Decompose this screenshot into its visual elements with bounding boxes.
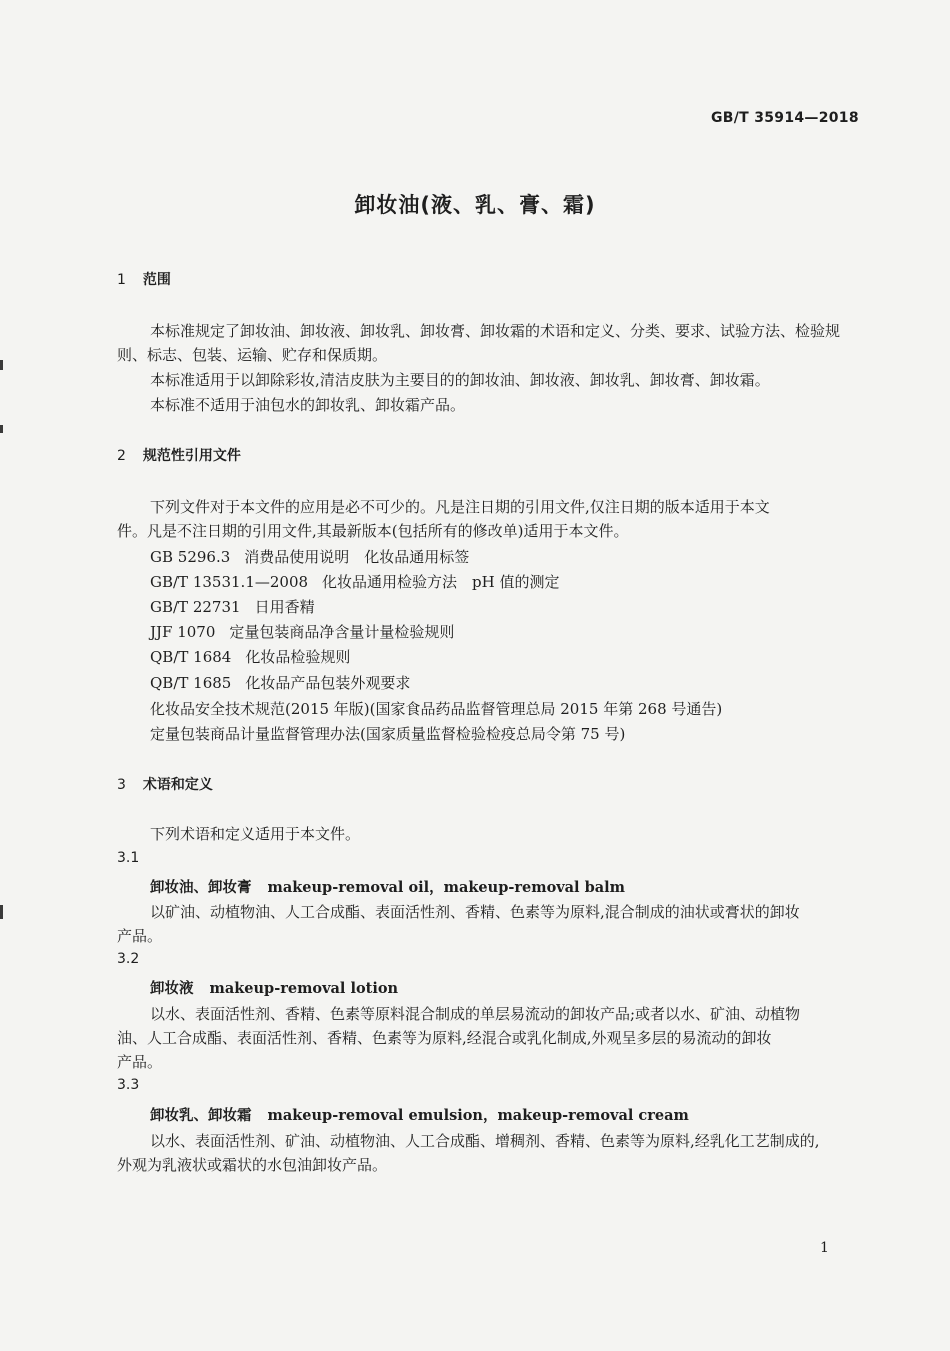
- reference-title: 化妆品安全技术规范(2015 年版)(国家食品药品监督管理总局 2015 年第 268 号通告): [150, 700, 723, 718]
- definition-line: 油、人工合成酯、表面活性剂、香精、色素等为原料,经混合或乳化制成,外观呈多层的易流动的卸妆: [117, 1029, 772, 1047]
- paragraph-line: 本标准不适用于油包水的卸妆乳、卸妆霜产品。: [150, 396, 466, 414]
- definition-line: 外观为乳液状或霜状的水包油卸妆产品。: [117, 1156, 388, 1174]
- reference-code: QB/T 1684: [150, 648, 232, 666]
- reference-item: [150, 621, 454, 642]
- reference-code: GB/T 22731: [150, 598, 241, 616]
- document-title: 卸妆油(液、乳、膏、霜): [354, 193, 596, 217]
- scan-edge-mark: [0, 360, 3, 370]
- reference-code: GB/T 13531.1—2008: [150, 573, 309, 591]
- term-english: makeup-removal emulsion，makeup-removal cream: [267, 1107, 689, 1124]
- paragraph-line: 下列术语和定义适用于本文件。: [150, 825, 361, 843]
- term-english: makeup-removal lotion: [209, 980, 399, 997]
- reference-title: 化妆品产品包装外观要求: [245, 674, 411, 692]
- definition-line: 以矿油、动植物油、人工合成酯、表面活性剂、香精、色素等为原料,混合制成的油状或膏状的卸妆: [150, 903, 800, 921]
- reference-title: 定量包装商品净含量计量检验规则: [229, 623, 455, 641]
- definition-line: 产品。: [117, 927, 163, 945]
- definition-line: 以水、表面活性剂、香精、色素等原料混合制成的单层易流动的卸妆产品;或者以水、矿油、动植物: [150, 1005, 801, 1023]
- term-entry: [150, 1104, 689, 1125]
- reference-item: [150, 546, 469, 567]
- term-english: makeup-removal oil，makeup-removal balm: [267, 879, 626, 896]
- section-heading-scope: [117, 269, 171, 289]
- reference-title: 日用香精: [254, 598, 315, 616]
- reference-code: GB 5296.3: [150, 548, 231, 566]
- term-chinese: 卸妆油、卸妆膏: [150, 880, 252, 896]
- paragraph-line: 则、标志、包装、运输、贮存和保质期。: [117, 346, 388, 364]
- page-number: 1: [820, 1240, 829, 1256]
- section-title: 规范性引用文件: [142, 448, 241, 464]
- clause-number: 3.2: [117, 951, 140, 967]
- reference-item: [150, 672, 410, 693]
- section-number: 1: [117, 272, 126, 288]
- standard-code: GB/T 35914—2018: [711, 110, 859, 126]
- section-title: 术语和定义: [142, 777, 213, 793]
- paragraph-line: 本标准适用于以卸除彩妆,清洁皮肤为主要目的的卸妆油、卸妆液、卸妆乳、卸妆膏、卸妆霜。: [150, 371, 770, 389]
- term-chinese: 卸妆液: [150, 981, 194, 997]
- term-entry: [150, 977, 398, 998]
- reference-item: [150, 723, 625, 744]
- section-heading-terms: [117, 774, 213, 794]
- reference-item: [150, 596, 315, 617]
- section-number: 2: [117, 448, 126, 464]
- reference-item: [150, 646, 350, 667]
- scan-edge-mark: [0, 425, 3, 433]
- scan-edge-mark: [0, 905, 3, 919]
- paragraph-line: 下列文件对于本文件的应用是必不可少的。凡是注日期的引用文件,仅注日期的版本适用于本文: [150, 498, 770, 516]
- section-title: 范围: [142, 272, 171, 288]
- section-number: 3: [117, 777, 126, 793]
- clause-number: 3.1: [117, 850, 140, 866]
- definition-line: 以水、表面活性剂、矿油、动植物油、人工合成酯、增稠剂、香精、色素等为原料,经乳化工艺制成的,: [150, 1132, 820, 1150]
- reference-title: 化妆品通用检验方法 pH 值的测定: [322, 573, 560, 591]
- reference-item: [150, 698, 722, 719]
- term-chinese: 卸妆乳、卸妆霜: [150, 1108, 252, 1124]
- paragraph-line: 件。凡是不注日期的引用文件,其最新版本(包括所有的修改单)适用于本文件。: [117, 522, 629, 540]
- reference-title: 化妆品检验规则: [245, 648, 351, 666]
- reference-title: 定量包装商品计量监督管理办法(国家质量监督检验检疫总局令第 75 号): [150, 725, 626, 743]
- clause-number: 3.3: [117, 1077, 140, 1093]
- definition-line: 产品。: [117, 1053, 163, 1071]
- section-heading-normative-references: [117, 445, 241, 465]
- reference-code: JJF 1070: [150, 623, 216, 641]
- term-entry: [150, 876, 625, 897]
- reference-code: QB/T 1685: [150, 674, 232, 692]
- paragraph-line: 本标准规定了卸妆油、卸妆液、卸妆乳、卸妆膏、卸妆霜的术语和定义、分类、要求、试验方法、检验规: [150, 322, 841, 340]
- reference-title: 消费品使用说明 化妆品通用标签: [244, 548, 470, 566]
- reference-item: [150, 571, 560, 592]
